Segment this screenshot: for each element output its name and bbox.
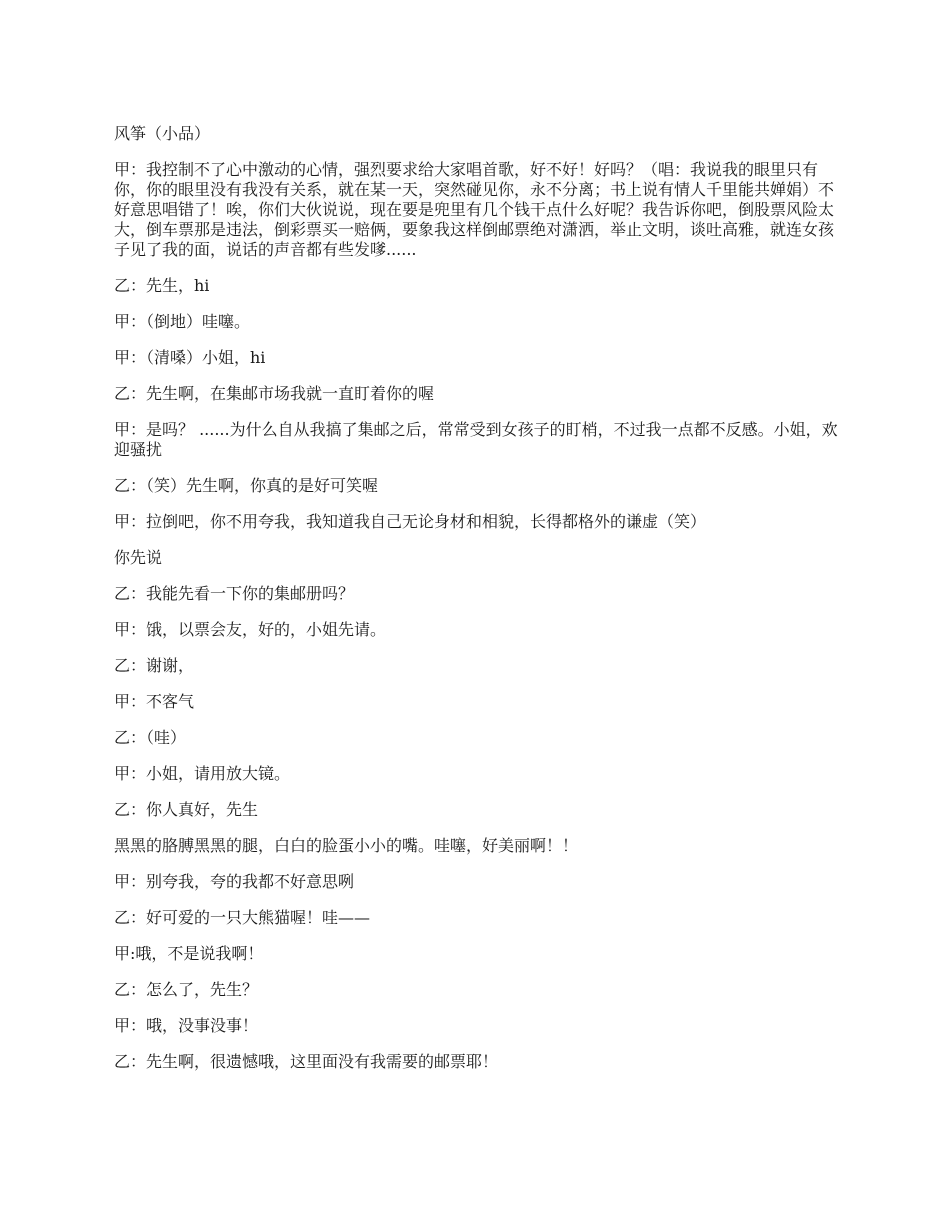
- document-page: [114, 124, 840, 1088]
- dialogue-line: 乙：怎么了，先生？: [114, 980, 259, 999]
- dialogue-line: 甲：（倒地）哇噻。: [114, 312, 251, 331]
- dialogue-line: 乙：先生，hi: [114, 276, 210, 295]
- dialogue-line: 甲：是吗？ ......为什么自从我搞了集邮之后，常常受到女孩子的盯梢，不过我一点都不反感。小姐，欢迎骚扰: [114, 420, 838, 459]
- dialogue-line: 乙：你人真好，先生: [114, 800, 259, 819]
- dialogue-line: 乙：先生啊，很遗憾哦，这里面没有我需要的邮票耶！: [114, 1052, 499, 1071]
- dialogue-line: 乙：（哇）: [114, 728, 187, 747]
- dialogue-line: 乙：我能先看一下你的集邮册吗？: [114, 584, 355, 603]
- dialogue-line: 乙：（笑）先生啊，你真的是好可笑喔: [114, 476, 379, 495]
- dialogue-line: 乙：谢谢，: [114, 656, 195, 675]
- dialogue-line: 甲：（清嗓）小姐，hi: [114, 348, 266, 367]
- dialogue-line: 甲：拉倒吧，你不用夸我，我知道我自己无论身材和相貌，长得都格外的谦虚（笑）: [114, 512, 707, 531]
- dialogue-line: 黑黑的胳膊黑黑的腿，白白的脸蛋小小的嘴。哇噻，好美丽啊！！: [114, 836, 579, 855]
- dialogue-line: 甲：饿，以票会友，好的，小姐先请。: [114, 620, 387, 639]
- dialogue-line: 甲：不客气: [114, 692, 195, 711]
- dialogue-line: 甲：别夸我，夸的我都不好意思咧: [114, 872, 355, 891]
- dialogue-line: 你先说: [114, 548, 163, 567]
- dialogue-line: 甲:哦，不是说我啊！: [114, 944, 264, 963]
- dialogue-line: 甲：哦，没事没事！: [114, 1016, 259, 1035]
- document-title: 风筝（小品）: [114, 124, 211, 143]
- dialogue-line: 甲：小姐，请用放大镜。: [114, 764, 291, 783]
- dialogue-line: 乙：好可爱的一只大熊猫喔！哇——: [114, 908, 371, 927]
- dialogue-line: 乙：先生啊，在集邮市场我就一直盯着你的喔: [114, 384, 435, 403]
- paragraph-opening-monologue: 甲：我控制不了心中激动的心情，强烈要求给大家唱首歌，好不好！好吗？（唱：我说我的眼里只有你，你的眼里没有我没有关系，就在某一天，突然碰见你，永不分离；书上说有情人千里能共婵娟）不好意思唱错了！唉，你们大伙说说，现在要是兜里有几个钱干点什么好呢？我告诉你吧，倒股票风险太大，倒车票那是违法，倒彩票买一赔俩，要象我这样倒邮票绝对潇洒，举止文明，谈吐高雅，就连女孩子见了我的面，说话的声音都有些发嗲......: [114, 160, 835, 259]
